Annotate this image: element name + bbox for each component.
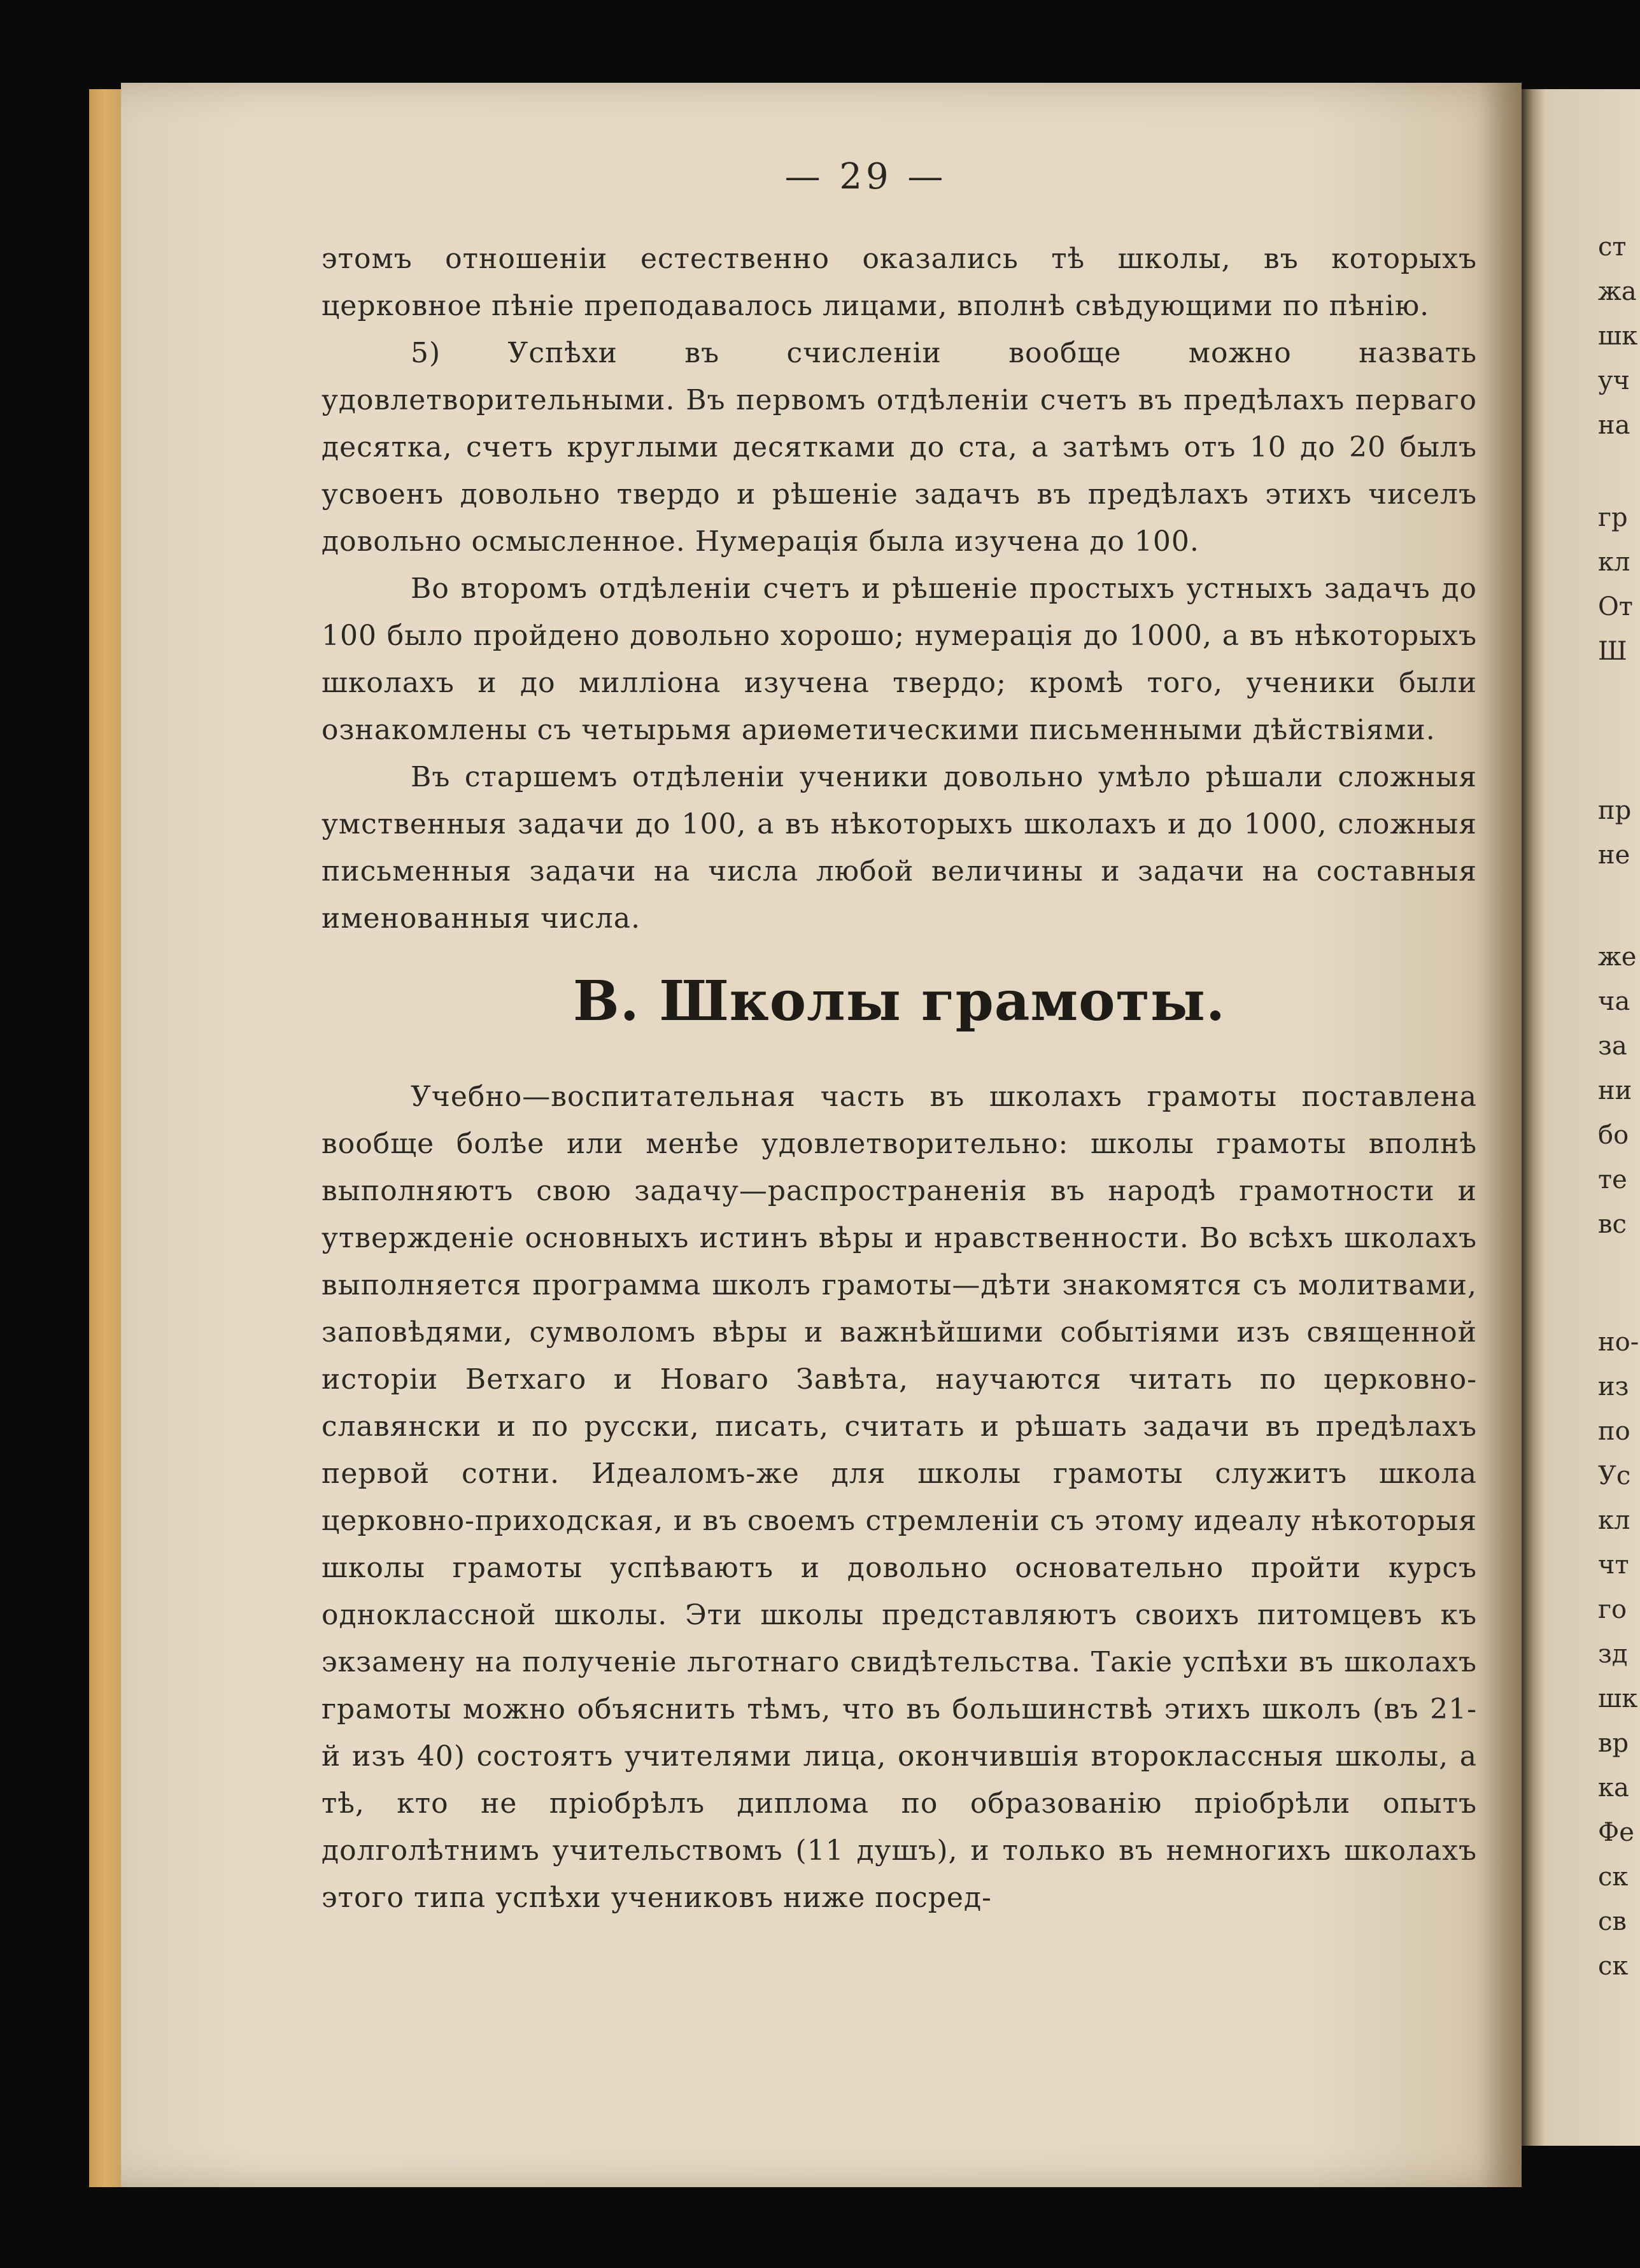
paragraph-second-division: Во второмъ отдѣленіи счетъ и рѣшеніе простыхъ устныхъ задачъ до 100 было пройдено довольно хорошо; нумерація до 1000, а въ нѣкоторыхъ школахъ и до милліона изучена твердо; кромѣ того, ученики были ознакомлены съ четырьмя ариѳметическими письменными дѣйствіями. (322, 572, 1477, 746)
facing-page-fragment: из (1598, 1372, 1629, 1401)
facing-page-fragment: шк (1598, 1684, 1638, 1713)
facing-page-fragment: св (1598, 1907, 1627, 1936)
facing-page-fragment: чт (1598, 1550, 1629, 1580)
facing-page-fragment: ка (1598, 1773, 1629, 1803)
facing-page-fragment: ни (1598, 1076, 1632, 1105)
page-text (322, 236, 1477, 1922)
facing-page-fragment: гр (1598, 503, 1628, 532)
facing-page-fragment: ча (1598, 987, 1630, 1016)
facing-page-fragment: Ш (1598, 637, 1627, 666)
facing-page-fragment: ск (1598, 1862, 1629, 1892)
facing-page-fragment: ск (1598, 1952, 1629, 1981)
facing-page-fragment: От (1598, 592, 1633, 621)
facing-page-edge (1522, 89, 1640, 2146)
facing-page-fragment: Фе (1598, 1818, 1634, 1847)
facing-page-fragment: вр (1598, 1729, 1629, 1758)
facing-page-fragment: бо (1598, 1121, 1629, 1150)
facing-page-fragment: пр (1598, 796, 1632, 825)
facing-page-fragment: кл (1598, 548, 1630, 577)
facing-page-fragment: Ус (1598, 1461, 1631, 1491)
facing-page-fragment: зд (1598, 1640, 1628, 1669)
facing-page-fragment: за (1598, 1031, 1627, 1061)
page-number: — 29 — (784, 156, 947, 197)
facing-page-fragment: кл (1598, 1506, 1630, 1535)
paragraph-literacy-schools: Учебно—воспитательная часть въ школахъ грамоты поставлена вообще болѣе или менѣе удовлетворительно: школы грамоты вполнѣ выполняютъ свою задачу—распространенія въ народѣ грамотности и утвержденіе основныхъ истинъ вѣры и нравственности. Во всѣхъ школахъ выполняется программа школъ грамоты—дѣти знакомятся съ молитвами, заповѣдями, сумволомъ вѣры и важнѣйшими событіями изъ священной исторіи Ветхаго и Новаго Завѣта, научаются читать по церковно-славянски и по русски, писать, считать и рѣшать задачи въ предѣлахъ первой сотни. Идеаломъ-же для школы грамоты служитъ школа церковно-приходская, и въ своемъ стремленіи съ этому идеалу нѣкоторыя школы грамоты успѣваютъ и довольно основательно пройти курсъ одноклассной школы. Эти школы представляютъ своихъ питомцевъ къ экзамену на полученіе льготнаго свидѣтельства. Такіе успѣхи въ школахъ грамоты можно объяснить тѣмъ, что въ большинствѣ этихъ школъ (въ 21-й изъ 40) состоятъ учителями лица, окончившія второклассныя школы, а тѣ, кто не пріобрѣлъ диплома по образованію пріобрѣли опытъ долголѣтнимъ учительствомъ (11 душъ), и только въ немногихъ школахъ этого типа успѣхи учениковъ ниже посред- (322, 1081, 1477, 1914)
facing-page-fragment: ст (1598, 232, 1627, 262)
paragraph-continuation: этомъ отношеніи естественно оказались тѣ школы, въ которыхъ церковное пѣніе преподавалось лицами, вполнѣ свѣдующими по пѣнію. (322, 243, 1477, 322)
paragraph-arithmetic: 5) Успѣхи въ счисленіи вообще можно назвать удовлетворительными. Въ первомъ отдѣленіи счетъ въ предѣлахъ перваго десятка, счетъ круглыми десятками до ста, а затѣмъ отъ 10 до 20 былъ усвоенъ довольно твердо и рѣшеніе задачъ въ предѣлахъ этихъ чиселъ довольно осмысленное. Нумерація была изучена до 100. (322, 337, 1477, 558)
facing-page-fragment: те (1598, 1165, 1627, 1194)
facing-page-fragment: не (1598, 840, 1630, 870)
paragraph-senior-division: Въ старшемъ отдѣленіи ученики довольно умѣло рѣшали сложныя умственныя задачи до 100, а въ нѣкоторыхъ школахъ и до 1000, сложныя письменныя задачи на числа любой величины и задачи на составныя именованныя числа. (322, 761, 1477, 935)
facing-page-fragment: на (1598, 411, 1630, 440)
facing-page-fragment: шк (1598, 322, 1638, 351)
facing-page-fragment: но- (1598, 1328, 1639, 1357)
facing-page-fragment: вс (1598, 1210, 1627, 1239)
facing-page-fragment: же (1598, 942, 1637, 972)
book-binding-edge (89, 89, 121, 2187)
facing-page-fragment: жа (1598, 277, 1637, 306)
section-heading: В. Школы грамоты. (573, 969, 1226, 1033)
facing-page-fragment: по (1598, 1417, 1630, 1446)
facing-page-fragment: уч (1598, 366, 1630, 395)
facing-page-fragment: го (1598, 1595, 1627, 1624)
